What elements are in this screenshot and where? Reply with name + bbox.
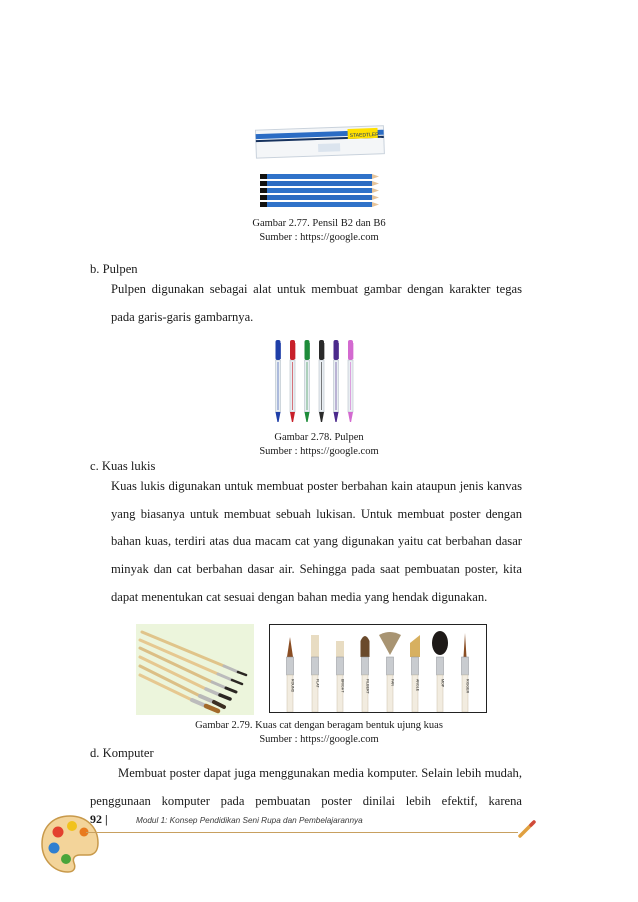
page-number: 92 | xyxy=(90,812,108,826)
brush-label: FILBERT xyxy=(365,679,370,694)
pen-5 xyxy=(334,340,340,422)
brush-label: FAN xyxy=(390,679,395,686)
brush-label: RIGGER xyxy=(465,679,470,694)
figure-278-source: Sumber : https://google.com xyxy=(259,446,379,457)
pencil-box-brand-label: STAEDTLER xyxy=(349,131,379,139)
section-d-paragraph: Membuat poster dapat juga menggunakan media komputer. Selain lebih mudah, penggunaan komputer pada pembuatan poster dinilai lebih efektif, karena xyxy=(90,766,522,808)
section-d-heading: d. Komputer xyxy=(90,746,154,760)
section-c-heading: c. Kuas lukis xyxy=(90,459,156,473)
pen-6 xyxy=(348,340,354,422)
figure-pencils-image xyxy=(248,122,390,214)
pencil-decoration-icon xyxy=(518,820,536,838)
figure-brushes-right-image xyxy=(269,624,487,713)
figure-277-caption: Gambar 2.77. Pensil B2 dan B6 xyxy=(252,218,386,229)
figure-278-caption: Gambar 2.78. Pulpen xyxy=(274,432,364,443)
section-b-heading: b. Pulpen xyxy=(90,262,138,276)
brush-label: FLAT xyxy=(315,679,320,688)
brush-filbert xyxy=(361,636,370,712)
footer-module-title: Modul 1: Konsep Pendidikan Seni Rupa dan Pembelajarannya xyxy=(136,816,363,825)
pen-1 xyxy=(276,340,282,422)
figure-277-source: Sumber : https://google.com xyxy=(259,232,379,243)
footer-divider xyxy=(86,832,518,833)
pen-3 xyxy=(305,340,311,422)
brush-label: BRIGHT xyxy=(340,679,345,693)
figure-279-source: Sumber : https://google.com xyxy=(259,734,379,745)
section-c-paragraph: Kuas lukis digunakan untuk membuat poster berbahan kain ataupun jenis kanvas yang biasanya untuk membuat sebuah lukisan. Untuk membuat poster dengan bahan kuas, terdiri atas dua macam cat yang digunakan yaitu cat berbahan dasar minyak dan cat berbahan dasar air. Sehingga pada saat pembuatan poster, kita dapat menentukan cat sesuai dengan bahan media yang hendak digunakan. xyxy=(111,479,522,604)
figure-pens-image xyxy=(270,338,362,426)
brush-label: ANGLE xyxy=(415,679,420,692)
brush-label: ROUND xyxy=(290,679,295,693)
figure-brushes-left-image xyxy=(136,624,254,715)
brush-label: MOP xyxy=(440,679,445,688)
pen-2 xyxy=(290,340,296,422)
pen-4 xyxy=(319,340,325,422)
figure-279-caption: Gambar 2.79. Kuas cat dengan beragam bentuk ujung kuas xyxy=(195,720,443,731)
section-b-paragraph: Pulpen digunakan sebagai alat untuk membuat gambar dengan karakter tegas pada garis-garis gambarnya. xyxy=(111,282,522,324)
